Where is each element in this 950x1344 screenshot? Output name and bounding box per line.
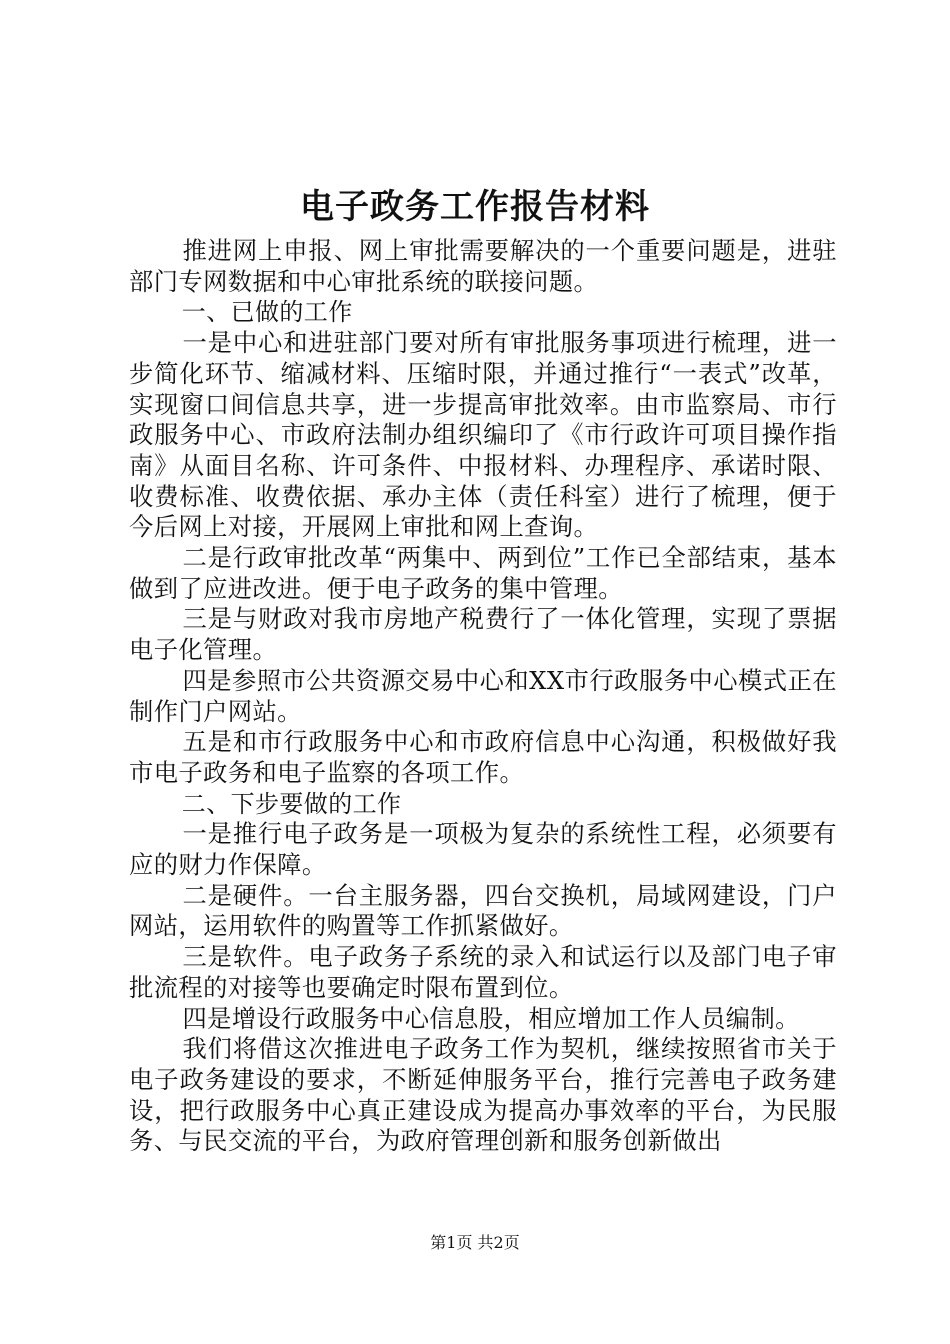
- paragraph-next-3: 三是软件。电子政务子系统的录入和试运行以及部门电子审批流程的对接等也要确定时限布置到位。: [129, 942, 837, 1002]
- paragraph-next-4: 四是增设行政服务中心信息股，相应增加工作人员编制。: [182, 1003, 800, 1033]
- closing-paragraph: 我们将借这次推进电子政务工作为契机，继续按照省市关于电子政务建设的要求，不断延伸服务平台，推行完善电子政务建设，把行政服务中心真正建设成为提高办事效率的平台，为民服务、与民交流的平台，为政府管理创新和服务创新做出: [129, 1034, 837, 1156]
- paragraph-next-2: 二是硬件。一台主服务器，四台交换机，局域网建设，门户网站，运用软件的购置等工作抓紧做好。: [129, 880, 837, 941]
- paragraph-item-3: 三是与财政对我市房地产税费行了一体化管理，实现了票据电子化管理。: [129, 604, 837, 665]
- intro-paragraph: 推进网上申报、网上审批需要解决的一个重要问题是，进驻部门专网数据和中心审批系统的联接问题。: [129, 236, 837, 296]
- document-title: 电子政务工作报告材料: [300, 187, 650, 227]
- paragraph-item-4: 四是参照市公共资源交易中心和XX市行政服务中心模式正在制作门户网站。: [129, 665, 837, 726]
- document-body: [129, 236, 837, 1157]
- paragraph-next-1: 一是推行电子政务是一项极为复杂的系统性工程，必须要有应的财力作保障。: [129, 819, 837, 880]
- paragraph-item-5: 五是和市行政服务中心和市政府信息中心沟通，积极做好我市电子政务和电子监察的各项工作。: [129, 727, 837, 787]
- paragraph-item-2: 二是行政审批改革“两集中、两到位”工作已全部结束，基本做到了应进改进。便于电子政务的集中管理。: [129, 543, 837, 603]
- section-heading-next: 二、下步要做的工作: [181, 789, 402, 818]
- section-heading-done: 一、已做的工作: [181, 298, 353, 327]
- paragraph-item-1: 一是中心和进驻部门要对所有审批服务事项进行梳理，进一步简化环节、缩减材料、压缩时限，并通过推行“一表式”改革，实现窗口间信息共享，进一步提高审批效率。由市监察局、市行政服务中心、市政府法制办组织编印了《市行政许可项目操作指南》从面目名称、许可条件、中报材料、办理程序、承诺时限、收费标准、收费依据、承办主体（责任科室）进行了梳理，便于今后网上对接，开展网上审批和网上查询。: [129, 328, 837, 542]
- page-number-footer: 第1页 共2页: [430, 1233, 520, 1252]
